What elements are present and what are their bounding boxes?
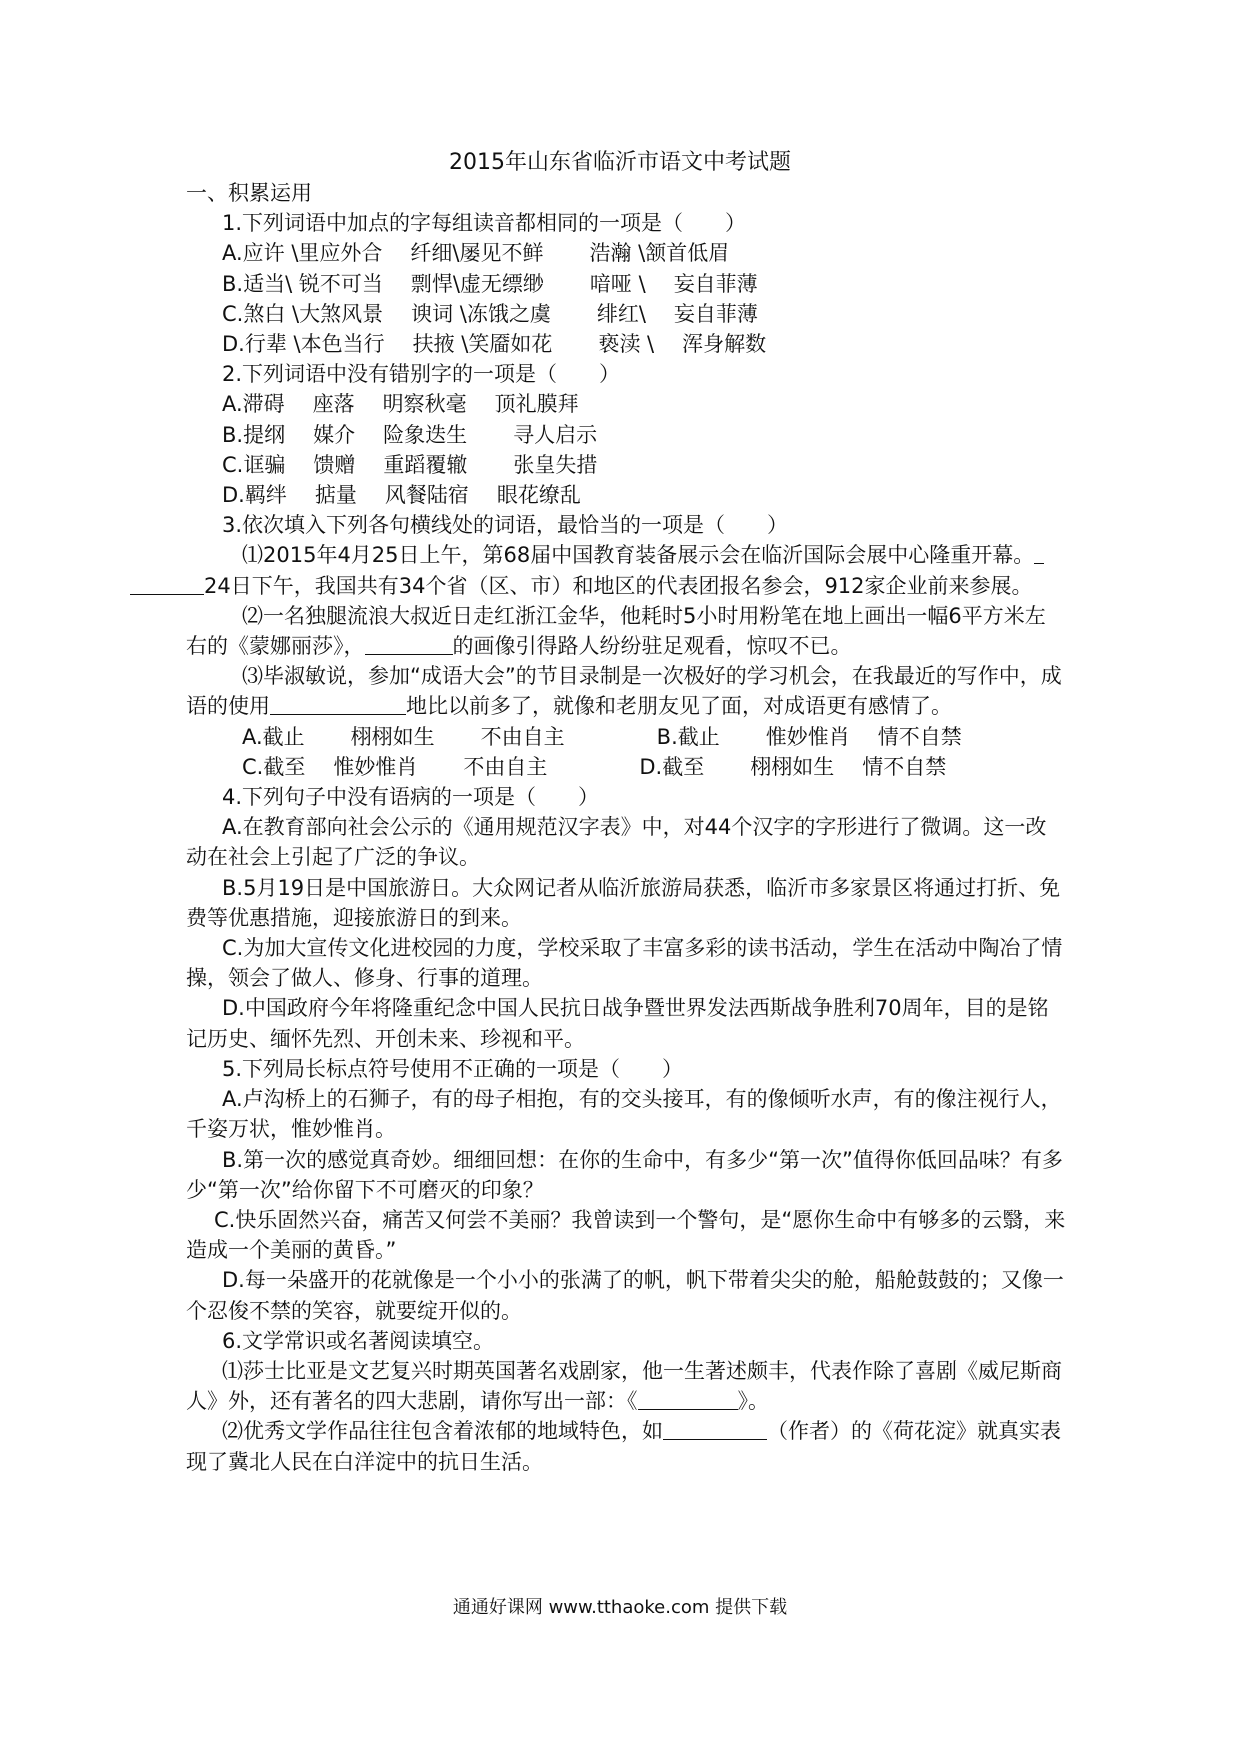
question-5-option-b: B.第一次的感觉真奇妙。细细回想：在你的生命中，有多少“第一次”值得你低回品味？有多少“第一次”给你留下不可磨灭的印象？ <box>186 1147 1063 1202</box>
question-5-stem: 5.下列局长标点符号使用不正确的一项是（ ） <box>222 1056 684 1081</box>
page-title: 2015年山东省临沂市语文中考试题 <box>449 150 791 175</box>
question-2-option-b: B.提纲 媒介 险象迭生 寻人启示 <box>222 422 598 447</box>
question-3-options-ab: A.截止 栩栩如生 不由自主 B.截止 惟妙惟肖 情不自禁 <box>242 724 962 749</box>
question-4-option-c: C.为加大宣传文化进校园的力度，学校采取了丰富多彩的读书活动，学生在活动中陶冶了情操，领会了做人、修身、行事的道理。 <box>186 936 1063 991</box>
answer-blank <box>1034 541 1044 564</box>
question-5-option-c: C.快乐固然兴奋，痛苦又何尝不美丽？我曾读到一个警句，是“愿你生命中有够多的云翳，来造成一个美丽的黄昏。” <box>186 1207 1066 1263</box>
question-4-stem: 4.下列句子中没有语病的一项是（ ） <box>222 785 600 810</box>
question-1-option-c: C.煞白 \大煞风景 谀词 \冻饿之虞 绯红\ 妄自菲薄 <box>222 301 758 326</box>
question-3-sentence-2: ⑵一名独腿流浪大叔近日走红浙江金华，他耗时5小时用粉笔在地上画出一幅6平方米左右的《蒙娜丽莎》， 的画像引得路人纷纷驻足观看，惊叹不已。 <box>186 603 1046 659</box>
answer-blank <box>130 572 204 595</box>
question-3-sentence-3: ⑶毕淑敏说，参加“成语大会”的节目录制是一次极好的学习机会，在我最近的写作中，成语的使用 地比以前多了，就像和老朋友见了面，对成语更有感情了。 <box>186 664 1062 719</box>
question-5-option-a: A.卢沟桥上的石狮子，有的母子相抱，有的交头接耳，有的像倾听水声，有的像注视行人，千姿万状，惟妙惟肖。 <box>186 1087 1062 1142</box>
exam-content <box>186 178 1066 1477</box>
answer-blank <box>270 692 406 715</box>
page-footer: 通通好课网 www.tthaoke.com 提供下载 <box>452 1597 788 1618</box>
question-3-sentence-1: ⑴2015年4月25日上午，第68届中国教育装备展示会在临沂国际会展中心隆重开幕。 24日下午，我国共有34个省（区、市）和地区的代表团报名参会，912家企业前来参展。 <box>186 540 1066 600</box>
question-2-option-a: A.滞碍 座落 明察秋毫 顶礼膜拜 <box>222 392 579 417</box>
question-4-option-d: D.中国政府今年将隆重纪念中国人民抗日战争暨世界发法西斯战争胜利70周年，目的是铭记历史、缅怀先烈、开创未来、珍视和平。 <box>186 996 1049 1051</box>
question-4-option-b: B.5月19日是中国旅游日。大众网记者从临沂旅游局获悉，临沂市多家景区将通过打折、免费等优惠措施，迎接旅游日的到来。 <box>186 875 1061 930</box>
question-2-stem: 2.下列词语中没有错别字的一项是（ ） <box>222 362 621 387</box>
question-1-option-d: D.行辈 \本色当行 扶掖 \笑靥如花 亵渎 \ 浑身解数 <box>222 332 767 357</box>
question-2-option-d: D.羁绊 掂量 风餐陆宿 眼花缭乱 <box>222 483 581 508</box>
question-3-stem: 3.依次填入下列各句横线处的词语，最恰当的一项是（ ） <box>222 513 789 538</box>
answer-blank <box>663 1417 767 1440</box>
question-6-stem: 6.文学常识或名著阅读填空。 <box>222 1328 495 1353</box>
answer-blank <box>638 1387 738 1410</box>
question-1-stem: 1.下列词语中加点的字每组读音都相同的一项是（ ） <box>222 211 747 236</box>
answer-blank <box>365 632 453 655</box>
question-6-item-2: ⑵优秀文学作品往往包含着浓郁的地域特色，如 （作者）的《荷花淀》就真实表现了冀北人民在白洋淀中的抗日生活。 <box>186 1419 1061 1474</box>
question-3-options-cd: C.截至 惟妙惟肖 不由自主 D.截至 栩栩如生 情不自禁 <box>242 754 947 779</box>
question-6-item-1: ⑴莎士比亚是文艺复兴时期英国著名戏剧家，他一生著述颇丰，代表作除了喜剧《威尼斯商人》外，还有著名的四大悲剧，请你写出一部：《 》。 <box>186 1358 1062 1414</box>
question-4-option-a: A.在教育部向社会公示的《通用规范汉字表》中，对44个汉字的字形进行了微调。这一改动在社会上引起了广泛的争议。 <box>186 815 1047 870</box>
question-5-option-d: D.每一朵盛开的花就像是一个小小的张满了的帆，帆下带着尖尖的舱，船舱鼓鼓的；又像一个忍俊不禁的笑容，就要绽开似的。 <box>186 1268 1064 1323</box>
question-1-option-b: B.适当\ 锐不可当 剽悍\虚无缥缈 喑哑 \ 妄自菲薄 <box>222 271 758 296</box>
question-1-option-a: A.应许 \里应外合 纤细\屡见不鲜 浩瀚 \颔首低眉 <box>222 241 730 266</box>
question-2-option-c: C.诓骗 馈赠 重蹈覆辙 张皇失措 <box>222 452 598 477</box>
section-heading: 一、积累运用 <box>186 181 312 205</box>
